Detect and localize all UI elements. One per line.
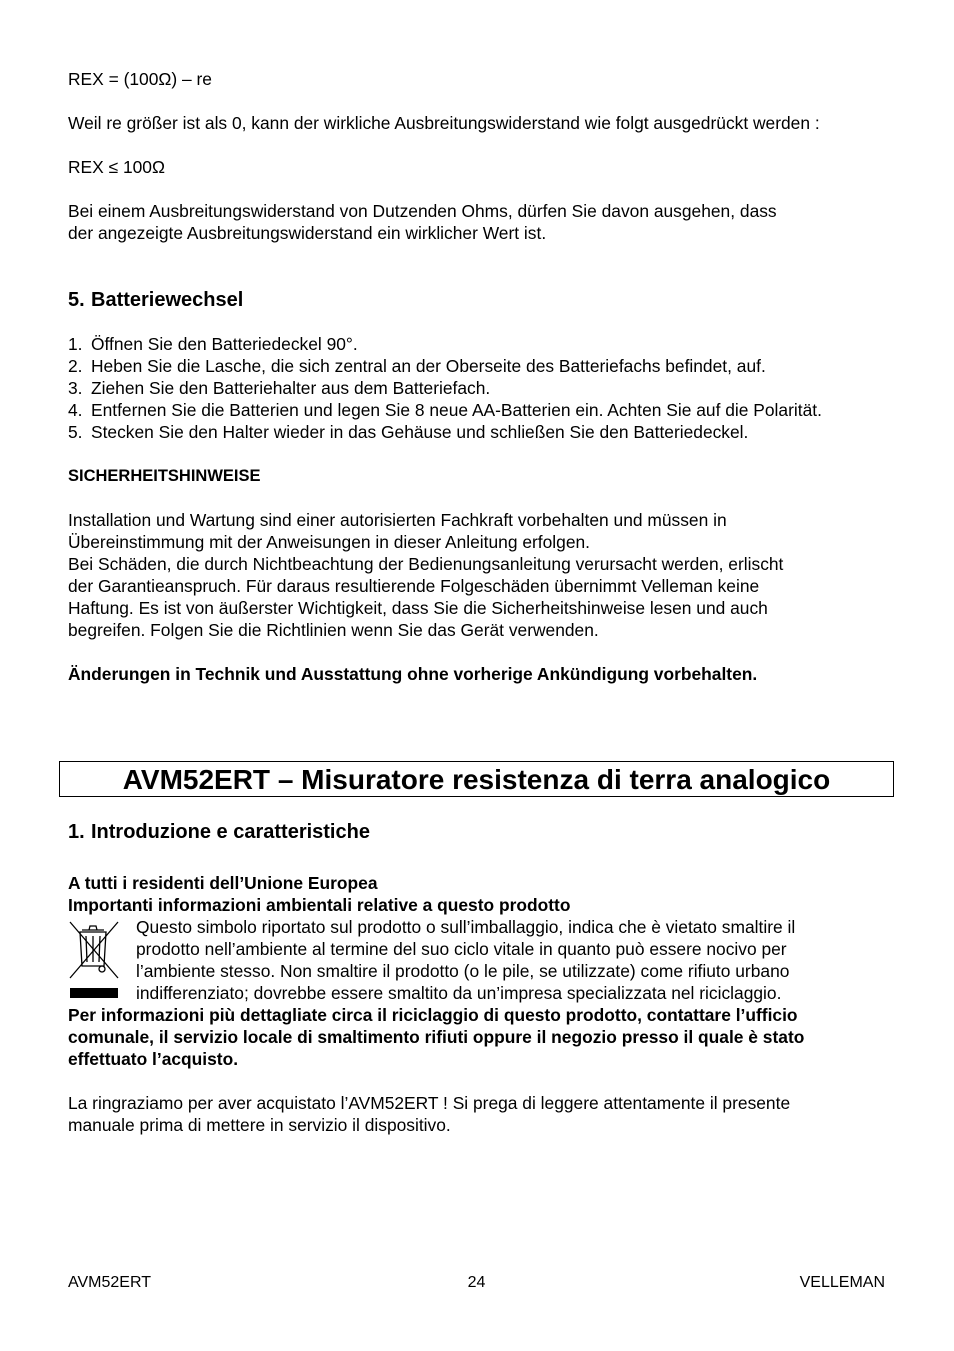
step-text: Entfernen Sie die Batterien und legen Sie 8 neue AA-Batterien ein. Achten Sie auf die Polarität. [91,400,822,420]
main-title: AVM52ERT – Misuratore resistenza di terra analogico [59,761,894,797]
safety-line: begreifen. Folgen Sie die Richtlinien wenn Sie das Gerät verwenden. [68,620,599,640]
changes-notice: Änderungen in Technik und Ausstattung ohne vorherige Ankündigung vorbehalten. [68,664,758,684]
list-item [68,399,888,421]
info-line: Per informazioni più dettagliate circa il riciclaggio di questo prodotto, contattare l’ufficio [68,1005,798,1025]
step-number: 1. [68,334,83,354]
crossed-out-wheelie-bin-icon [68,920,120,998]
info-line: comunale, il servizio locale di smaltimento rifiuti oppure il negozio presso il quale è stato [68,1027,805,1047]
paragraph-re-greater: Weil re größer ist als 0, kann der wirkliche Ausbreitungswiderstand wie folgt ausgedrückt werden : [68,113,820,133]
section-number: 5. [68,289,85,311]
safety-line: Bei Schäden, die durch Nichtbeachtung der Bedienungsanleitung verursacht werden, erlischt [68,554,784,574]
weee-line: Questo simbolo riportato sul prodotto o sull’imballaggio, indica che è vietato smaltire il [136,917,796,937]
weee-notice [68,916,888,1004]
env-heading: Importanti informazioni ambientali relative a questo prodotto [68,895,571,915]
battery-steps-list [68,333,888,443]
list-item [68,421,888,443]
paragraph-dozens-ohms [68,200,888,244]
thanks-line: La ringraziamo per aver acquistato l’AVM52ERT ! Si prega di leggere attentamente il presente [68,1093,791,1113]
safety-paragraph [68,509,888,641]
german-section [68,68,888,685]
section-title: Introduzione e caratteristiche [91,821,370,843]
para2-line1: Bei einem Ausbreitungswiderstand von Dutzenden Ohms, dürfen Sie davon ausgehen, dass [68,201,777,221]
step-text: Heben Sie die Lasche, die sich zentral an der Oberseite des Batteriefachs befindet, auf. [91,356,766,376]
step-number: 5. [68,422,83,442]
thanks-paragraph [68,1092,888,1136]
list-item [68,355,888,377]
weee-line: indifferenziato; dovrebbe essere smaltito da un’impresa specializzata nel riciclaggio. [136,983,782,1003]
step-text: Ziehen Sie den Batteriehalter aus dem Batteriefach. [91,378,491,398]
italian-section [68,820,888,1136]
para2-line2: der angezeigte Ausbreitungswiderstand ein wirklicher Wert ist. [68,223,547,243]
step-number: 4. [68,400,83,420]
step-text: Öffnen Sie den Batteriedeckel 90°. [91,334,358,354]
step-number: 2. [68,356,83,376]
weee-text [136,916,888,1004]
thanks-line: manuale prima di mettere in servizio il dispositivo. [68,1115,451,1135]
step-text: Stecken Sie den Halter wieder in das Gehäuse und schließen Sie den Batteriedeckel. [91,422,749,442]
step-number: 3. [68,378,83,398]
weee-line: prodotto nell’ambiente al termine del suo ciclo vitale in quanto può essere nocivo per [136,939,787,959]
info-line: effettuato l’acquisto. [68,1049,239,1069]
list-item [68,377,888,399]
footer-model: AVM52ERT [68,1274,151,1291]
list-item [68,333,888,355]
footer-page-number: 24 [467,1274,486,1291]
recycling-info [68,1004,888,1070]
eu-heading: A tutti i residenti dell’Unione Europea [68,873,378,893]
formula-rex-2: REX ≤ 100Ω [68,157,165,177]
section-title: Batteriewechsel [91,289,244,311]
weee-line: l’ambiente stesso. Non smaltire il prodotto (o le pile, se utilizzate) come rifiuto urbano [136,961,790,981]
safety-line: Übereinstimmung mit der Anweisungen in dieser Anleitung erfolgen. [68,532,591,552]
section-number: 1. [68,821,85,843]
section-heading-intro [68,820,888,844]
safety-line: der Garantieanspruch. Für daraus resultierende Folgeschäden übernimmt Velleman keine [68,576,760,596]
safety-line: Haftung. Es ist von äußerster Wichtigkeit, dass Sie die Sicherheitshinweise lesen und auch [68,598,768,618]
footer-brand: VELLEMAN [799,1274,885,1291]
formula-rex-1: REX = (100Ω) – re [68,69,212,89]
section-heading-battery [68,288,888,312]
safety-line: Installation und Wartung sind einer autorisierten Fachkraft vorbehalten und müssen in [68,510,727,530]
safety-heading: SICHERHEITSHINWEISE [68,467,261,485]
